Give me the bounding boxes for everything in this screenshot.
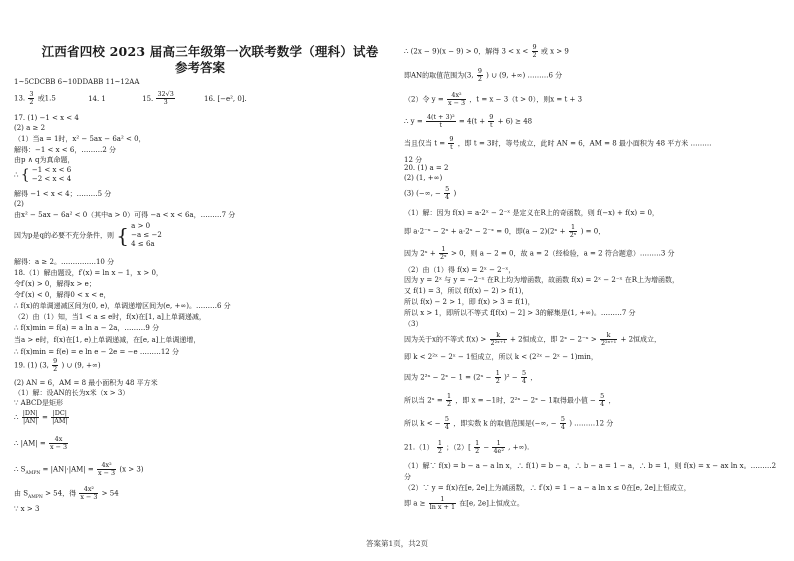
answer-line: 因为 2²ˣ − 2ˣ − 1 = (2ˣ − $\frac{1}{2}$ )² − $\frac{5}{4}$ ， (404, 369, 538, 385)
answer-line: 因为关于x的不等式 f(x) > $\frac{k}{\text{2²ˣ⁺¹}}$ + 2恒成立，即 2ˣ − 2⁻ˣ > $\frac{k}{\text{2²ˣ⁺¹}}$ + 2恒成立， (404, 331, 662, 347)
answer-line: （1）解：设AN的长为x米（x > 3） (14, 389, 130, 397)
answer-line: 13. $\frac{3}{2}$ 或1.5 14. 1 15. $\frac{32√3}{3}$ 16. [−e², 0]. (14, 90, 247, 106)
answer-line: （2）令 y = $\frac{\text{4x²}}{x - 3}$ ，t = x − 3（t > 0），则x = t + 3 (404, 91, 583, 107)
answer-line: 因为 2ˣ + $\frac{1}{\text{2ˣ}}$ > 0，则 a − 2 = 0，故 a = 2（经检验，a = 2 符合题意）………3 分 (404, 245, 675, 261)
page-footer: 答案第1页，共2页 (365, 539, 429, 548)
answer-line: 当且仅当 t = $\frac{9}{t}$ ，即 t = 3时，等号成立，此时 AN = 6，AM = 8 最小面积为 48 平方米 ……… (404, 135, 712, 151)
answer-line: 20. (1) a = 2 (404, 164, 449, 172)
answer-line: 令f′(x) < 0，解得0 < x < e， (14, 291, 111, 299)
answer-line: ∴ f(x)min = f(e) = e ln e − 2e = −e ………12 分 (14, 348, 179, 356)
answer-line: 17. (1) −1 < x < 4 (14, 114, 79, 122)
answer-line: （1）解∵ f(x) = b − a − a ln x，∴ f(1) = b − a，∴ b − a = 1 − a，∴ b = 1，则 f(x) = x − ax ln x。………2 (404, 462, 777, 470)
answer-line: 由p ∧ q为真命题， (14, 156, 75, 164)
answer-line: 解得：a ≥ 2。……………10 分 (14, 258, 115, 266)
answer-line: （1）当a = 1时，x² − 5ax − 6a² < 0， (14, 135, 146, 143)
answer-line: (2) AN = 6，AM = 8 最小面积为 48 平方米 (14, 379, 158, 387)
answer-line: （2）∵ y = f(x)在[e, 2e]上为减函数，∴ f′(x) = 1 − a − a ln x ≤ 0在[e, 2e]上恒成立， (404, 484, 691, 492)
answer-line: 因为 y = 2ˣ 与 y = −2⁻ˣ 在R上均为增函数，故函数 f(x) = 2ˣ − 2⁻ˣ 在R上为增函数， (404, 276, 679, 284)
answer-line: 即AN的取值范围为(3, $\frac{9}{2}$ ) ∪ (9, +∞) ………6 分 (404, 67, 563, 83)
system-of-inequalities: 因为p是q的必要不充分条件，则 { a > 0 −a ≤ −2 4 ≤ 6a (14, 222, 162, 248)
answer-line: （2）由（1）得 f(x) = 2ˣ − 2⁻ˣ， (404, 266, 516, 274)
answer-line: 即 k < 2²ˣ − 2ˣ − 1恒成立，所以 k < (2²ˣ − 2ˣ − 1)min， (404, 353, 598, 361)
answer-line: 分 (404, 473, 411, 481)
document-subtitle: 参考答案 (174, 60, 225, 75)
answer-line: ∴ $\frac{|DN|}{|AN|}$ = $\frac{|DC|}{|AM|}$ (14, 409, 68, 425)
answer-line: (2) a ≥ 2 (14, 124, 46, 132)
answer-line: 19. (1) (3, $\frac{9}{2}$ ) ∪ (9, +∞) (14, 357, 101, 373)
answer-line: (2) (1, +∞) (404, 174, 443, 182)
answer-line: （3） (404, 320, 423, 328)
answer-line: 所以 x > 1，即所以不等式 f[f(x) − 2] > 3的解集是(1, +∞)。………7 分 (404, 309, 636, 317)
answer-line: ∴ (2x − 9)(x − 9) > 0，解得 3 < x < $\frac{9}{2}$ 或 x > 9 (404, 43, 569, 59)
answer-line: （2）由（1）知，当1 < a ≤ e时，f(x)在[1, a]上单调递减， (14, 313, 206, 321)
answer-line: 1~5CDCBB 6~10DDABB 11~12AA (14, 78, 140, 86)
answer-line: 21.（1） $\frac{1}{2}$ ；（2）[ $\frac{1}{2}$ − $\frac{1}{\text{4e²}}$ , +∞). (404, 439, 530, 455)
answer-line: （1）解：因为 f(x) = a·2ˣ − 2⁻ˣ 是定义在R上的奇函数，则 f(−x) + f(x) = 0， (404, 209, 659, 217)
answer-line: 令f′(x) > 0，解得x > e； (14, 280, 96, 288)
answer-line: 即 a·2⁻ˣ − 2ˣ + a·2ˣ − 2⁻ˣ = 0，即(a − 2)(2ˣ + $\frac{1}{\text{2ˣ}}$ ) = 0， (404, 223, 606, 239)
answer-line: 18.（1）解由题设，f′(x) = ln x − 1，x > 0， (14, 269, 163, 277)
document-title: 江西省四校 2023 届高三年级第一次联考数学（理科）试卷 (41, 44, 379, 59)
answer-line: 又 f(1) = 3，所以 f(f(x) − 2) > f(1)， (404, 287, 529, 295)
answer-line: ∴ f(x)的单调递减区间为(0, e)，单调递增区间为(e, +∞)。………6 分 (14, 302, 231, 310)
answer-line: 解得 −1 < x < 4；………5 分 (14, 190, 112, 198)
answer-line: ∴ f(x)min = f(a) = a ln a − 2a，………9 分 (14, 324, 160, 332)
answer-line: ∴ $S_{AMPN} = |AN|\cdot|AM|$ = $\frac{\text{4x²}}{x - 3}$ (x > 3) (14, 461, 144, 477)
answer-line: 所以 k < − $\frac{5}{4}$ ，即实数 k 的取值范围是(−∞, − $\frac{5}{4}$ ) ………12 分 (404, 415, 614, 431)
answer-line: ∴ y = $\frac{\text{4(t + 3)²}}{t}$ = 4(t + $\frac{9}{t}$ + 6) ≥ 48 (404, 113, 533, 129)
answer-line: 所以当 2ˣ = $\frac{1}{2}$ ，即 x = −1时，2²ˣ − 2ˣ − 1取得最小值 − $\frac{5}{4}$ ， (404, 392, 616, 408)
answer-line: 所以 f(x) − 2 > 1，即 f(x) > 3 = f(1)， (404, 298, 535, 306)
answer-line: ∵ ABCD是矩形 (14, 399, 63, 407)
answer-line: 由x² − 5ax − 6a² < 0（其中a > 0）可得 −a < x < 6a，………7 分 (14, 211, 236, 219)
answer-line: 当a > e时，f(x)在[1, e)上单调递减，在[e, a]上单调递增， (14, 336, 201, 344)
answer-line: 12 分 (404, 156, 423, 164)
answer-line: 由 $S_{AMPN} > 54$，得 $\frac{\text{4x²}}{x - 3}$ > 54 (14, 485, 119, 501)
answer-line: (2) (14, 200, 24, 208)
answer-line: ∴ |AM| = $\frac{4x}{x - 3}$ (14, 435, 68, 451)
answer-line: (3) (−∞, − $\frac{5}{4}$ ) (404, 185, 457, 201)
system-of-inequalities: ∴ { −1 < x < 6 −2 < x < 4 (14, 166, 72, 183)
answer-line: ∵ x > 3 (14, 505, 40, 513)
answer-line: 解得：−1 < x < 6，………2 分 (14, 146, 117, 154)
answer-line: 即 a ≥ $\frac{1}{\text{ln x + 1}}$ 在[e, 2e]上恒成立。 (404, 495, 524, 511)
